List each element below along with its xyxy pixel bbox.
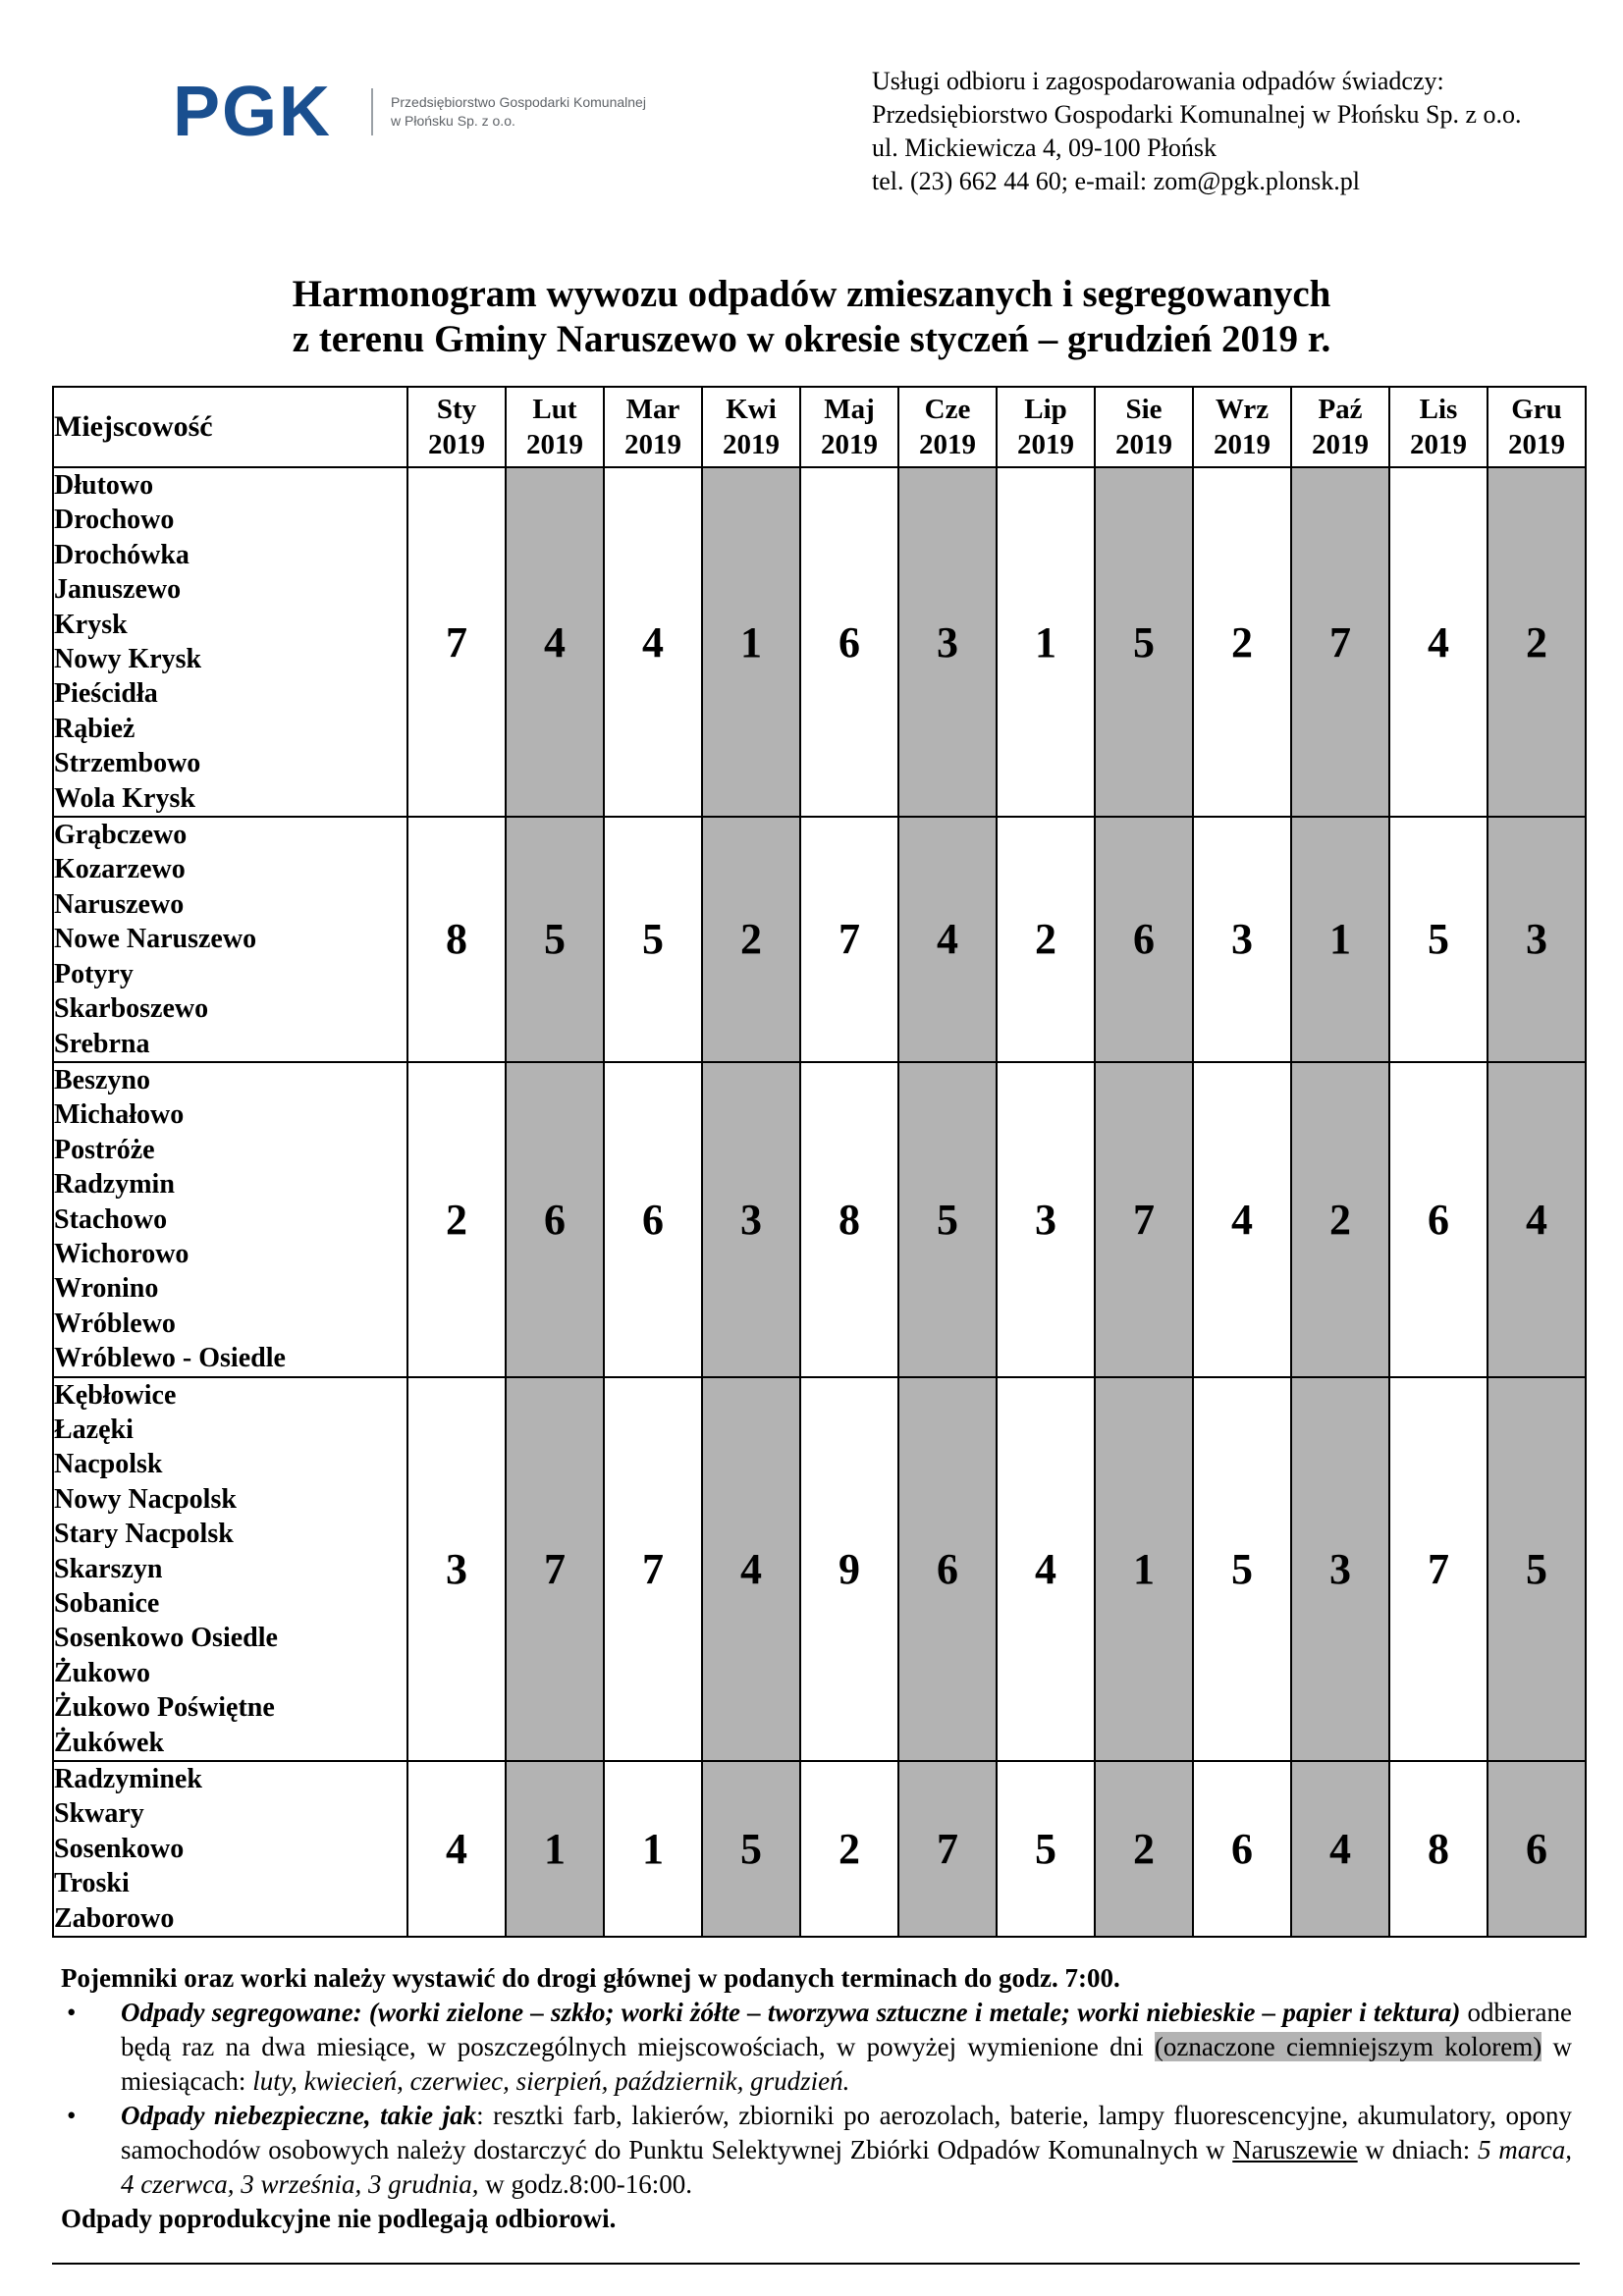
town-name: Dłutowo bbox=[54, 470, 154, 501]
title-line: z terenu Gminy Naruszewo w okresie styczeń – grudzień 2019 r. bbox=[292, 318, 1331, 360]
month-year: 2019 bbox=[1312, 429, 1369, 460]
collection-day-cell: 5 bbox=[1095, 467, 1193, 817]
town-name: Stary Nacpolsk bbox=[54, 1519, 234, 1550]
table-body bbox=[53, 467, 1586, 1937]
collection-day-cell: 6 bbox=[800, 467, 898, 817]
collection-day-cell: 6 bbox=[604, 1062, 702, 1377]
collection-day-cell: 4 bbox=[997, 1377, 1095, 1761]
note-segregated-waste bbox=[61, 1996, 1572, 2099]
collection-day-cell: 5 bbox=[604, 817, 702, 1062]
collection-day-cell: 2 bbox=[1488, 467, 1586, 817]
town-name: Troski bbox=[54, 1868, 130, 1899]
collection-day-cell: 2 bbox=[1095, 1761, 1193, 1937]
month-name: Sie bbox=[1125, 394, 1163, 425]
collection-day-cell: 2 bbox=[702, 817, 800, 1062]
hazardous-waste-title: Odpady niebezpieczne, takie jak bbox=[121, 2101, 477, 2130]
town-name: Żukówek bbox=[54, 1727, 165, 1758]
bottom-divider bbox=[52, 2263, 1580, 2265]
month-name: Lut bbox=[532, 394, 577, 425]
town-name: Nowe Naruszewo bbox=[54, 924, 257, 955]
town-name: Drochowo bbox=[54, 505, 175, 536]
collection-day-cell: 3 bbox=[1488, 817, 1586, 1062]
collection-day-cell: 7 bbox=[1095, 1062, 1193, 1377]
collection-day-cell: 5 bbox=[898, 1062, 997, 1377]
collection-day-cell: 3 bbox=[898, 467, 997, 817]
collection-day-cell: 5 bbox=[1488, 1377, 1586, 1761]
collection-day-cell: 7 bbox=[407, 467, 506, 817]
collection-day-cell: 4 bbox=[1193, 1062, 1291, 1377]
month-column-header bbox=[898, 387, 997, 467]
title-line: Harmonogram wywozu odpadów zmieszanych i segregowanych bbox=[292, 273, 1331, 315]
month-name: Kwi bbox=[726, 394, 777, 425]
month-name: Gru bbox=[1511, 394, 1562, 425]
collection-day-cell: 1 bbox=[997, 467, 1095, 817]
collection-day-cell: 5 bbox=[506, 817, 604, 1062]
town-name: Sosenkowo Osiedle bbox=[54, 1623, 278, 1654]
collection-day-cell: 6 bbox=[1389, 1062, 1488, 1377]
collection-day-cell: 7 bbox=[1291, 467, 1389, 817]
month-name: Sty bbox=[436, 394, 477, 425]
collection-day-cell: 5 bbox=[1389, 817, 1488, 1062]
table-row bbox=[53, 1761, 1586, 1937]
month-column-header bbox=[1488, 387, 1586, 467]
collection-day-cell: 3 bbox=[1193, 817, 1291, 1062]
month-year: 2019 bbox=[428, 429, 485, 460]
month-name: Maj bbox=[824, 394, 875, 425]
collection-day-cell: 6 bbox=[1488, 1761, 1586, 1937]
collection-day-cell: 7 bbox=[506, 1377, 604, 1761]
logo-separator bbox=[371, 88, 373, 135]
month-year: 2019 bbox=[723, 429, 780, 460]
town-name: Drochówka bbox=[54, 539, 189, 570]
town-name: Żukowo bbox=[54, 1657, 151, 1688]
town-name: Wichorowo bbox=[54, 1238, 189, 1269]
town-name: Radzymin bbox=[54, 1169, 175, 1201]
segregated-months: luty, kwiecień, czerwiec, sierpień, październik, grudzień. bbox=[252, 2066, 850, 2096]
collection-day-cell: 2 bbox=[997, 817, 1095, 1062]
town-name: Nacpolsk bbox=[54, 1449, 163, 1480]
collection-day-cell: 2 bbox=[1291, 1062, 1389, 1377]
collection-day-cell: 4 bbox=[1291, 1761, 1389, 1937]
month-column-header bbox=[997, 387, 1095, 467]
segregated-waste-text: odbierane będą raz na dwa miesiące, w poszczególnych miejscowościach, w powyżej wymienione dni bbox=[121, 1998, 1572, 2061]
notes-outro: Odpady poprodukcyjne nie podlegają odbiorowi. bbox=[61, 2204, 617, 2233]
month-year: 2019 bbox=[624, 429, 681, 460]
town-name: Łazęki bbox=[54, 1414, 134, 1445]
collection-day-cell: 6 bbox=[1095, 817, 1193, 1062]
collection-day-cell: 4 bbox=[702, 1377, 800, 1761]
month-year: 2019 bbox=[1508, 429, 1565, 460]
collection-day-cell: 8 bbox=[800, 1062, 898, 1377]
collection-day-cell: 3 bbox=[702, 1062, 800, 1377]
logo-mark: PGK bbox=[173, 73, 333, 151]
segregated-waste-title: Odpady segregowane: (worki zielone – szkło; worki żółte – tworzywa sztuczne i metale; worki niebieskie – papier i tektura) bbox=[121, 1998, 1461, 2027]
town-name: Nowy Krysk bbox=[54, 644, 202, 675]
month-year: 2019 bbox=[1410, 429, 1467, 460]
collection-day-cell: 5 bbox=[1193, 1377, 1291, 1761]
month-year: 2019 bbox=[1115, 429, 1172, 460]
collection-day-cell: 1 bbox=[1291, 817, 1389, 1062]
town-name: Stachowo bbox=[54, 1203, 168, 1235]
months-prefix: w miesiącach: bbox=[121, 2032, 1572, 2096]
month-year: 2019 bbox=[821, 429, 878, 460]
month-column-header bbox=[506, 387, 604, 467]
pgk-logo bbox=[173, 73, 646, 151]
collection-day-cell: 3 bbox=[997, 1062, 1095, 1377]
collection-day-cell: 6 bbox=[1193, 1761, 1291, 1937]
town-name: Sobanice bbox=[54, 1588, 160, 1619]
collection-day-cell: 9 bbox=[800, 1377, 898, 1761]
towns-cell bbox=[53, 1377, 407, 1761]
town-name: Wronino bbox=[54, 1273, 159, 1305]
collection-day-cell: 4 bbox=[898, 817, 997, 1062]
hazardous-waste-text: : resztki farb, lakierów, zbiorniki po aerozolach, baterie, lampy fluorescencyjne, akumulatory, opony samochodów osobowych należy dostarczyć do Punktu Selektywnej Zbiórki Odpadów Komunalnych w bbox=[121, 2101, 1572, 2164]
hazardous-hours: w godz.8:00-16:00. bbox=[478, 2169, 692, 2199]
notes-intro: Pojemniki oraz worki należy wystawić do drogi głównej w podanych terminach do godz. 7:00. bbox=[61, 1963, 1120, 1993]
town-name: Michałowo bbox=[54, 1099, 185, 1131]
provider-line: Przedsiębiorstwo Gospodarki Komunalnej w Płońsku Sp. z o.o. bbox=[872, 100, 1522, 129]
notes-section bbox=[61, 1961, 1572, 2236]
collection-day-cell: 7 bbox=[1389, 1377, 1488, 1761]
collection-day-cell: 4 bbox=[1488, 1062, 1586, 1377]
dates-prefix: w dniach: bbox=[1357, 2135, 1478, 2164]
collection-day-cell: 4 bbox=[1389, 467, 1488, 817]
logo-text-line: Przedsiębiorstwo Gospodarki Komunalnej bbox=[391, 94, 646, 110]
town-name: Kozarzewo bbox=[54, 854, 186, 885]
collection-day-cell: 5 bbox=[997, 1761, 1095, 1937]
collection-day-cell: 1 bbox=[604, 1761, 702, 1937]
collection-day-cell: 3 bbox=[407, 1377, 506, 1761]
town-name: Pieścidła bbox=[54, 678, 158, 710]
town-name: Rąbież bbox=[54, 713, 135, 744]
collection-day-cell: 4 bbox=[604, 467, 702, 817]
note-hazardous-waste bbox=[61, 2099, 1572, 2202]
month-name: Wrz bbox=[1215, 394, 1270, 425]
month-name: Cze bbox=[924, 394, 971, 425]
notes-list bbox=[61, 1996, 1572, 2202]
month-column-header bbox=[800, 387, 898, 467]
darker-color-note: (oznaczone ciemniejszym kolorem) bbox=[1154, 2032, 1542, 2061]
collection-point-place: Naruszewie bbox=[1232, 2135, 1358, 2164]
month-name: Lip bbox=[1024, 394, 1067, 425]
collection-day-cell: 1 bbox=[702, 467, 800, 817]
provider-line: ul. Mickiewicza 4, 09-100 Płońsk bbox=[872, 133, 1217, 162]
town-name: Wróblewo bbox=[54, 1308, 176, 1339]
table-row bbox=[53, 467, 1586, 817]
towns-cell bbox=[53, 1062, 407, 1377]
town-name: Januszewo bbox=[54, 574, 182, 606]
towns-cell bbox=[53, 467, 407, 817]
town-name: Naruszewo bbox=[54, 888, 185, 920]
collection-day-cell: 8 bbox=[407, 817, 506, 1062]
month-column-header bbox=[1389, 387, 1488, 467]
collection-day-cell: 2 bbox=[1193, 467, 1291, 817]
town-name: Kębłowice bbox=[54, 1379, 177, 1411]
month-name: Lis bbox=[1419, 394, 1458, 425]
town-name: Zaborowo bbox=[54, 1902, 175, 1934]
collection-day-cell: 5 bbox=[702, 1761, 800, 1937]
month-year: 2019 bbox=[919, 429, 976, 460]
month-year: 2019 bbox=[1214, 429, 1271, 460]
month-column-header bbox=[702, 387, 800, 467]
provider-contact: tel. (23) 662 44 60; e-mail: zom@pgk.plonsk.pl bbox=[872, 167, 1360, 195]
town-name: Wola Krysk bbox=[54, 782, 195, 814]
collection-schedule-table bbox=[52, 386, 1587, 1938]
collection-day-cell: 8 bbox=[1389, 1761, 1488, 1937]
collection-day-cell: 7 bbox=[800, 817, 898, 1062]
location-column-header: Miejscowość bbox=[53, 387, 407, 467]
table-row bbox=[53, 1062, 1586, 1377]
month-year: 2019 bbox=[526, 429, 583, 460]
month-name: Paź bbox=[1318, 394, 1363, 425]
collection-day-cell: 2 bbox=[800, 1761, 898, 1937]
town-name: Skarszyn bbox=[54, 1553, 163, 1584]
town-name: Beszyno bbox=[54, 1064, 150, 1095]
hazardous-dates: 5 marca, 4 czerwca, 3 września, 3 grudnia, bbox=[121, 2135, 1572, 2199]
town-name: Skarboszewo bbox=[54, 993, 209, 1025]
town-name: Potyry bbox=[54, 958, 134, 989]
month-name: Mar bbox=[625, 394, 680, 425]
collection-day-cell: 7 bbox=[604, 1377, 702, 1761]
towns-cell bbox=[53, 817, 407, 1062]
collection-day-cell: 6 bbox=[506, 1062, 604, 1377]
document-title bbox=[0, 272, 1623, 362]
town-name: Postróże bbox=[54, 1134, 155, 1165]
month-column-header bbox=[407, 387, 506, 467]
collection-day-cell: 4 bbox=[506, 467, 604, 817]
collection-day-cell: 7 bbox=[898, 1761, 997, 1937]
town-name: Radzyminek bbox=[54, 1764, 202, 1795]
collection-day-cell: 3 bbox=[1291, 1377, 1389, 1761]
table-row bbox=[53, 1377, 1586, 1761]
town-name: Strzembowo bbox=[54, 748, 201, 779]
town-name: Srebrna bbox=[54, 1028, 150, 1059]
month-column-header bbox=[1095, 387, 1193, 467]
logo-company-name bbox=[391, 93, 646, 131]
towns-cell bbox=[53, 1761, 407, 1937]
table-row bbox=[53, 817, 1586, 1062]
provider-line: Usługi odbioru i zagospodarowania odpadów świadczy: bbox=[872, 67, 1444, 95]
collection-day-cell: 2 bbox=[407, 1062, 506, 1377]
collection-day-cell: 4 bbox=[407, 1761, 506, 1937]
town-name: Nowy Nacpolsk bbox=[54, 1483, 237, 1515]
town-name: Sosenkowo bbox=[54, 1833, 185, 1864]
town-name: Krysk bbox=[54, 609, 128, 640]
town-name: Grąbczewo bbox=[54, 820, 188, 851]
town-name: Żukowo Poświętne bbox=[54, 1692, 275, 1724]
collection-day-cell: 6 bbox=[898, 1377, 997, 1761]
month-column-header bbox=[1291, 387, 1389, 467]
month-column-header bbox=[1193, 387, 1291, 467]
month-column-header bbox=[604, 387, 702, 467]
town-name: Wróblewo - Osiedle bbox=[54, 1343, 286, 1374]
collection-day-cell: 1 bbox=[506, 1761, 604, 1937]
collection-day-cell: 1 bbox=[1095, 1377, 1193, 1761]
month-year: 2019 bbox=[1017, 429, 1074, 460]
logo-text-line: w Płońsku Sp. z o.o. bbox=[391, 113, 515, 129]
provider-info bbox=[872, 65, 1522, 198]
town-name: Skwary bbox=[54, 1798, 144, 1830]
table-header-row bbox=[53, 387, 1586, 467]
